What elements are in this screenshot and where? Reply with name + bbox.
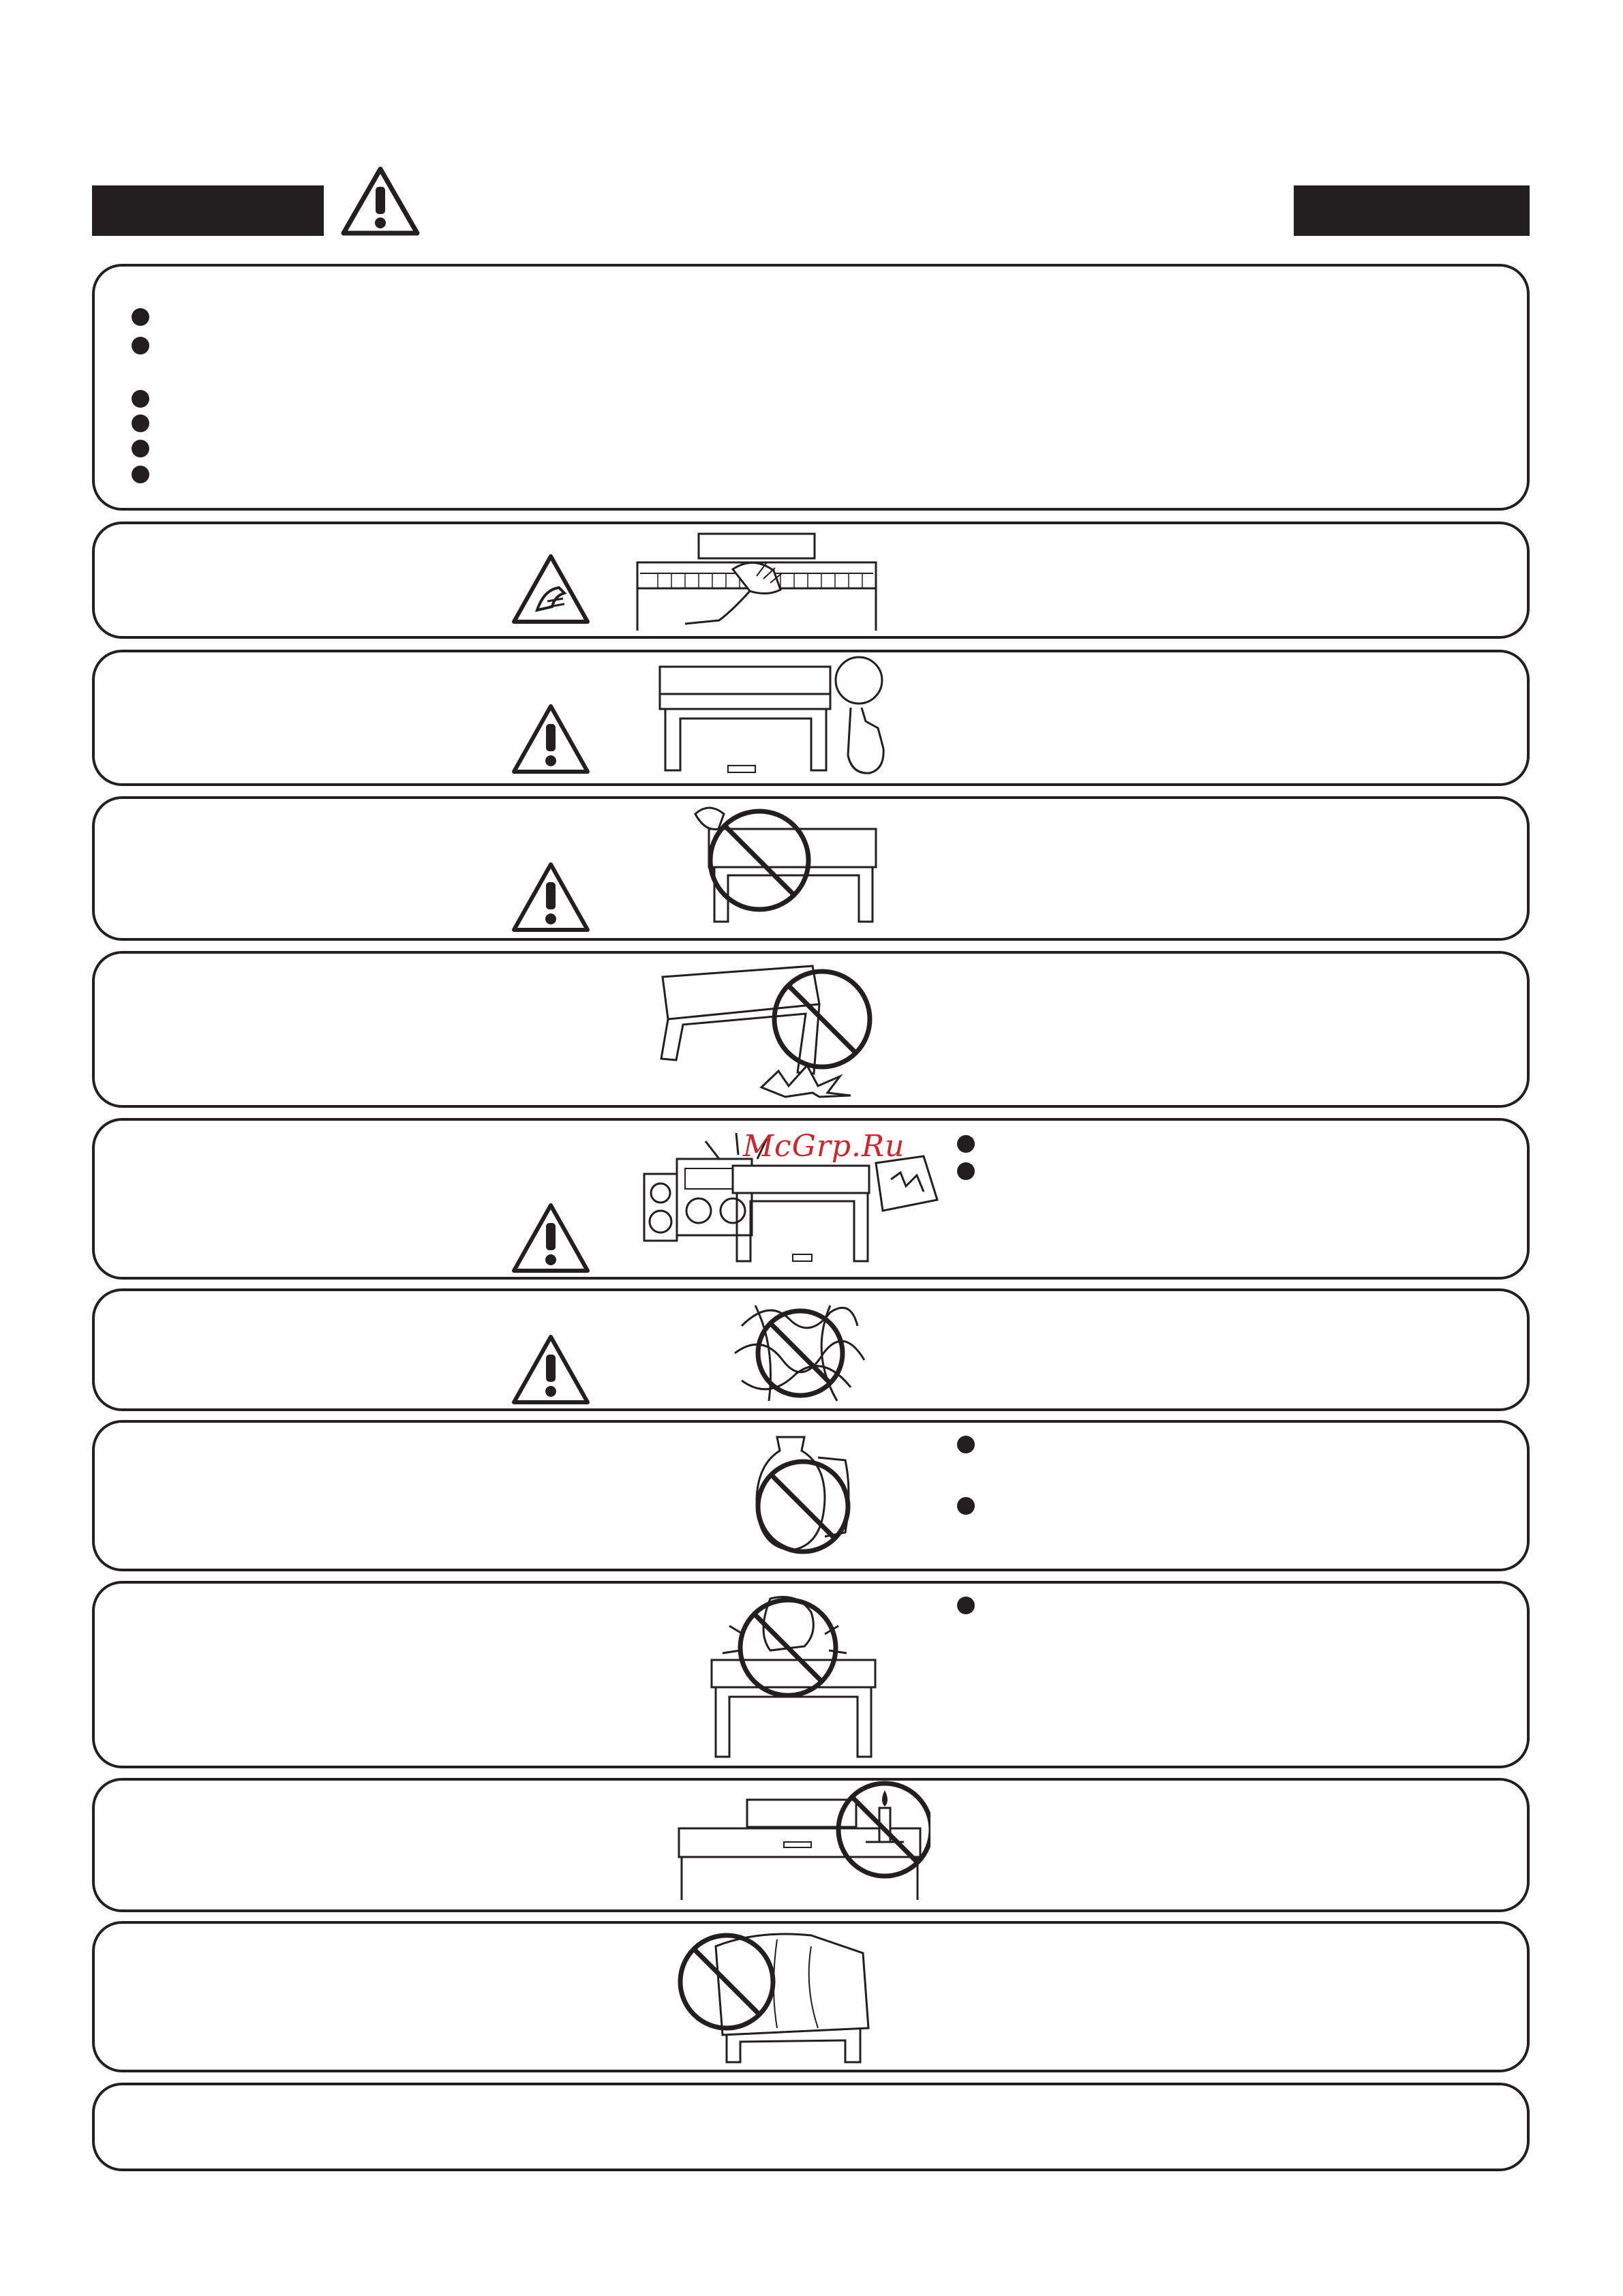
bullet [132,308,149,326]
bullet [957,1497,975,1515]
warning-triangle-icon [339,165,421,237]
bullet [132,390,149,408]
notes-panel [92,264,1530,511]
piano-liquid-spill-illustration [688,799,886,935]
bullet [132,466,149,483]
piano-with-hand-illustration [653,653,902,783]
tangled-cables-prohibited-illustration [728,1292,871,1411]
bullet [957,1135,975,1153]
bullet [957,1597,975,1614]
bullet [132,414,149,432]
piano-candle-prohibited-illustration [675,1781,930,1907]
hand-pinch-warning-icon [510,552,592,627]
warning-triangle-icon [510,702,592,776]
warning-triangle-icon [510,1201,592,1275]
piano-keyboard-hand-illustration [631,528,883,637]
bullet [132,337,149,354]
vase-prohibited-illustration [743,1430,859,1560]
warning-triangle-icon [510,860,592,934]
warning-triangle-icon [510,1333,592,1406]
footer-note-panel [92,2083,1530,2171]
bullet [957,1162,975,1180]
header-bar-right [1294,185,1530,236]
bullet [957,1436,975,1453]
piano-tipping-illustration [649,956,894,1100]
covered-piano-prohibited-illustration [675,1926,879,2069]
watermark: McGrp.Ru [743,1129,905,1164]
piano-heavy-object-prohibited-illustration [702,1585,886,1766]
bullet [132,440,149,457]
header-bar-left [92,185,324,236]
